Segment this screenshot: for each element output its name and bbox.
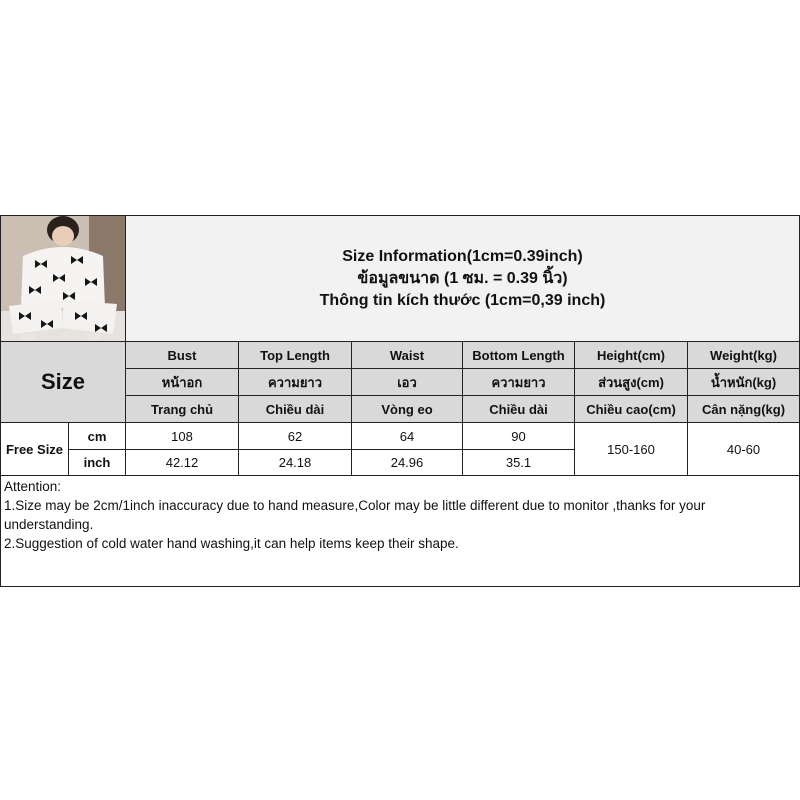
weight-range-value: 40-60 [726, 441, 761, 457]
col-header-weight-th: น้ำหนัก(kg) [688, 369, 799, 395]
title-thai: ข้อมูลขนาด (1 ซม. = 0.39 นิ้ว) [357, 269, 568, 287]
grid-line [0, 475, 800, 476]
grid-line [574, 341, 575, 476]
col-header-height-vi: Chiều cao(cm) [575, 396, 687, 422]
grid-line [351, 341, 352, 476]
grid-line [0, 215, 1, 587]
col-header-waist-en: Waist [352, 342, 462, 368]
grid-line [462, 341, 463, 476]
col-header-weight-vi: Cân nặng(kg) [688, 396, 799, 422]
col-header-top-length-vi: Chiều dài [239, 396, 351, 422]
col-header-top-length-en: Top Length [239, 342, 351, 368]
col-header-waist-th: เอว [352, 369, 462, 395]
col-header-waist-vi: Vòng eo [352, 396, 462, 422]
grid-line [238, 341, 239, 476]
col-header-height-en: Height(cm) [575, 342, 687, 368]
grid-line [687, 341, 688, 476]
size-header-label: Size [40, 369, 86, 394]
title-vietnamese: Thông tin kích thước (1cm=0,39 inch) [319, 291, 606, 309]
title-english: Size Information(1cm=0.39inch) [342, 247, 583, 265]
waist-inch-value: 24.96 [390, 455, 424, 470]
grid-line [0, 215, 800, 216]
grid-line [68, 422, 69, 476]
height-range-value: 150-160 [607, 441, 655, 457]
col-header-bottom-length-th: ความยาว [463, 369, 574, 395]
size-header [1, 342, 125, 422]
col-header-bust-th: หน้าอก [126, 369, 238, 395]
attention-notes [4, 477, 794, 553]
unit-cm-label: cm [87, 428, 107, 444]
grid-line [125, 215, 126, 476]
col-header-height-th: ส่วนสูง(cm) [575, 369, 687, 395]
col-header-bottom-length-vi: Chiều dài [463, 396, 574, 422]
col-header-bust-en: Bust [126, 342, 238, 368]
bust-inch-value: 42.12 [165, 455, 199, 470]
grid-line [68, 449, 575, 450]
top-length-inch-value: 24.18 [278, 455, 312, 470]
grid-line [0, 341, 800, 342]
col-header-weight-en: Weight(kg) [688, 342, 799, 368]
grid-line [0, 586, 800, 587]
unit-inch-label: inch [83, 455, 111, 470]
product-photo [1, 216, 125, 341]
col-header-bust-vi: Trang chủ [126, 396, 238, 422]
attention-heading: Attention: [4, 479, 62, 494]
grid-line [0, 422, 800, 423]
pajama-model-image [1, 216, 125, 341]
free-size-label: Free Size [5, 441, 64, 457]
title-block [126, 216, 799, 341]
attention-note-2: 2.Suggestion of cold water hand washing,it can help items keep their shape. [4, 536, 459, 551]
attention-note-1: 1.Size may be 2cm/1inch inaccuracy due to hand measure,Color may be little different due to monitor ,thanks for your understanding. [4, 498, 706, 532]
bottom-length-cm-value: 90 [511, 428, 526, 444]
col-header-top-length-th: ความยาว [239, 369, 351, 395]
col-header-bottom-length-en: Bottom Length [463, 342, 574, 368]
size-chart [0, 215, 800, 587]
top-length-cm-value: 62 [287, 428, 303, 444]
waist-cm-value: 64 [399, 428, 415, 444]
bust-cm-value: 108 [171, 428, 193, 444]
bottom-length-inch-value: 35.1 [505, 455, 532, 470]
